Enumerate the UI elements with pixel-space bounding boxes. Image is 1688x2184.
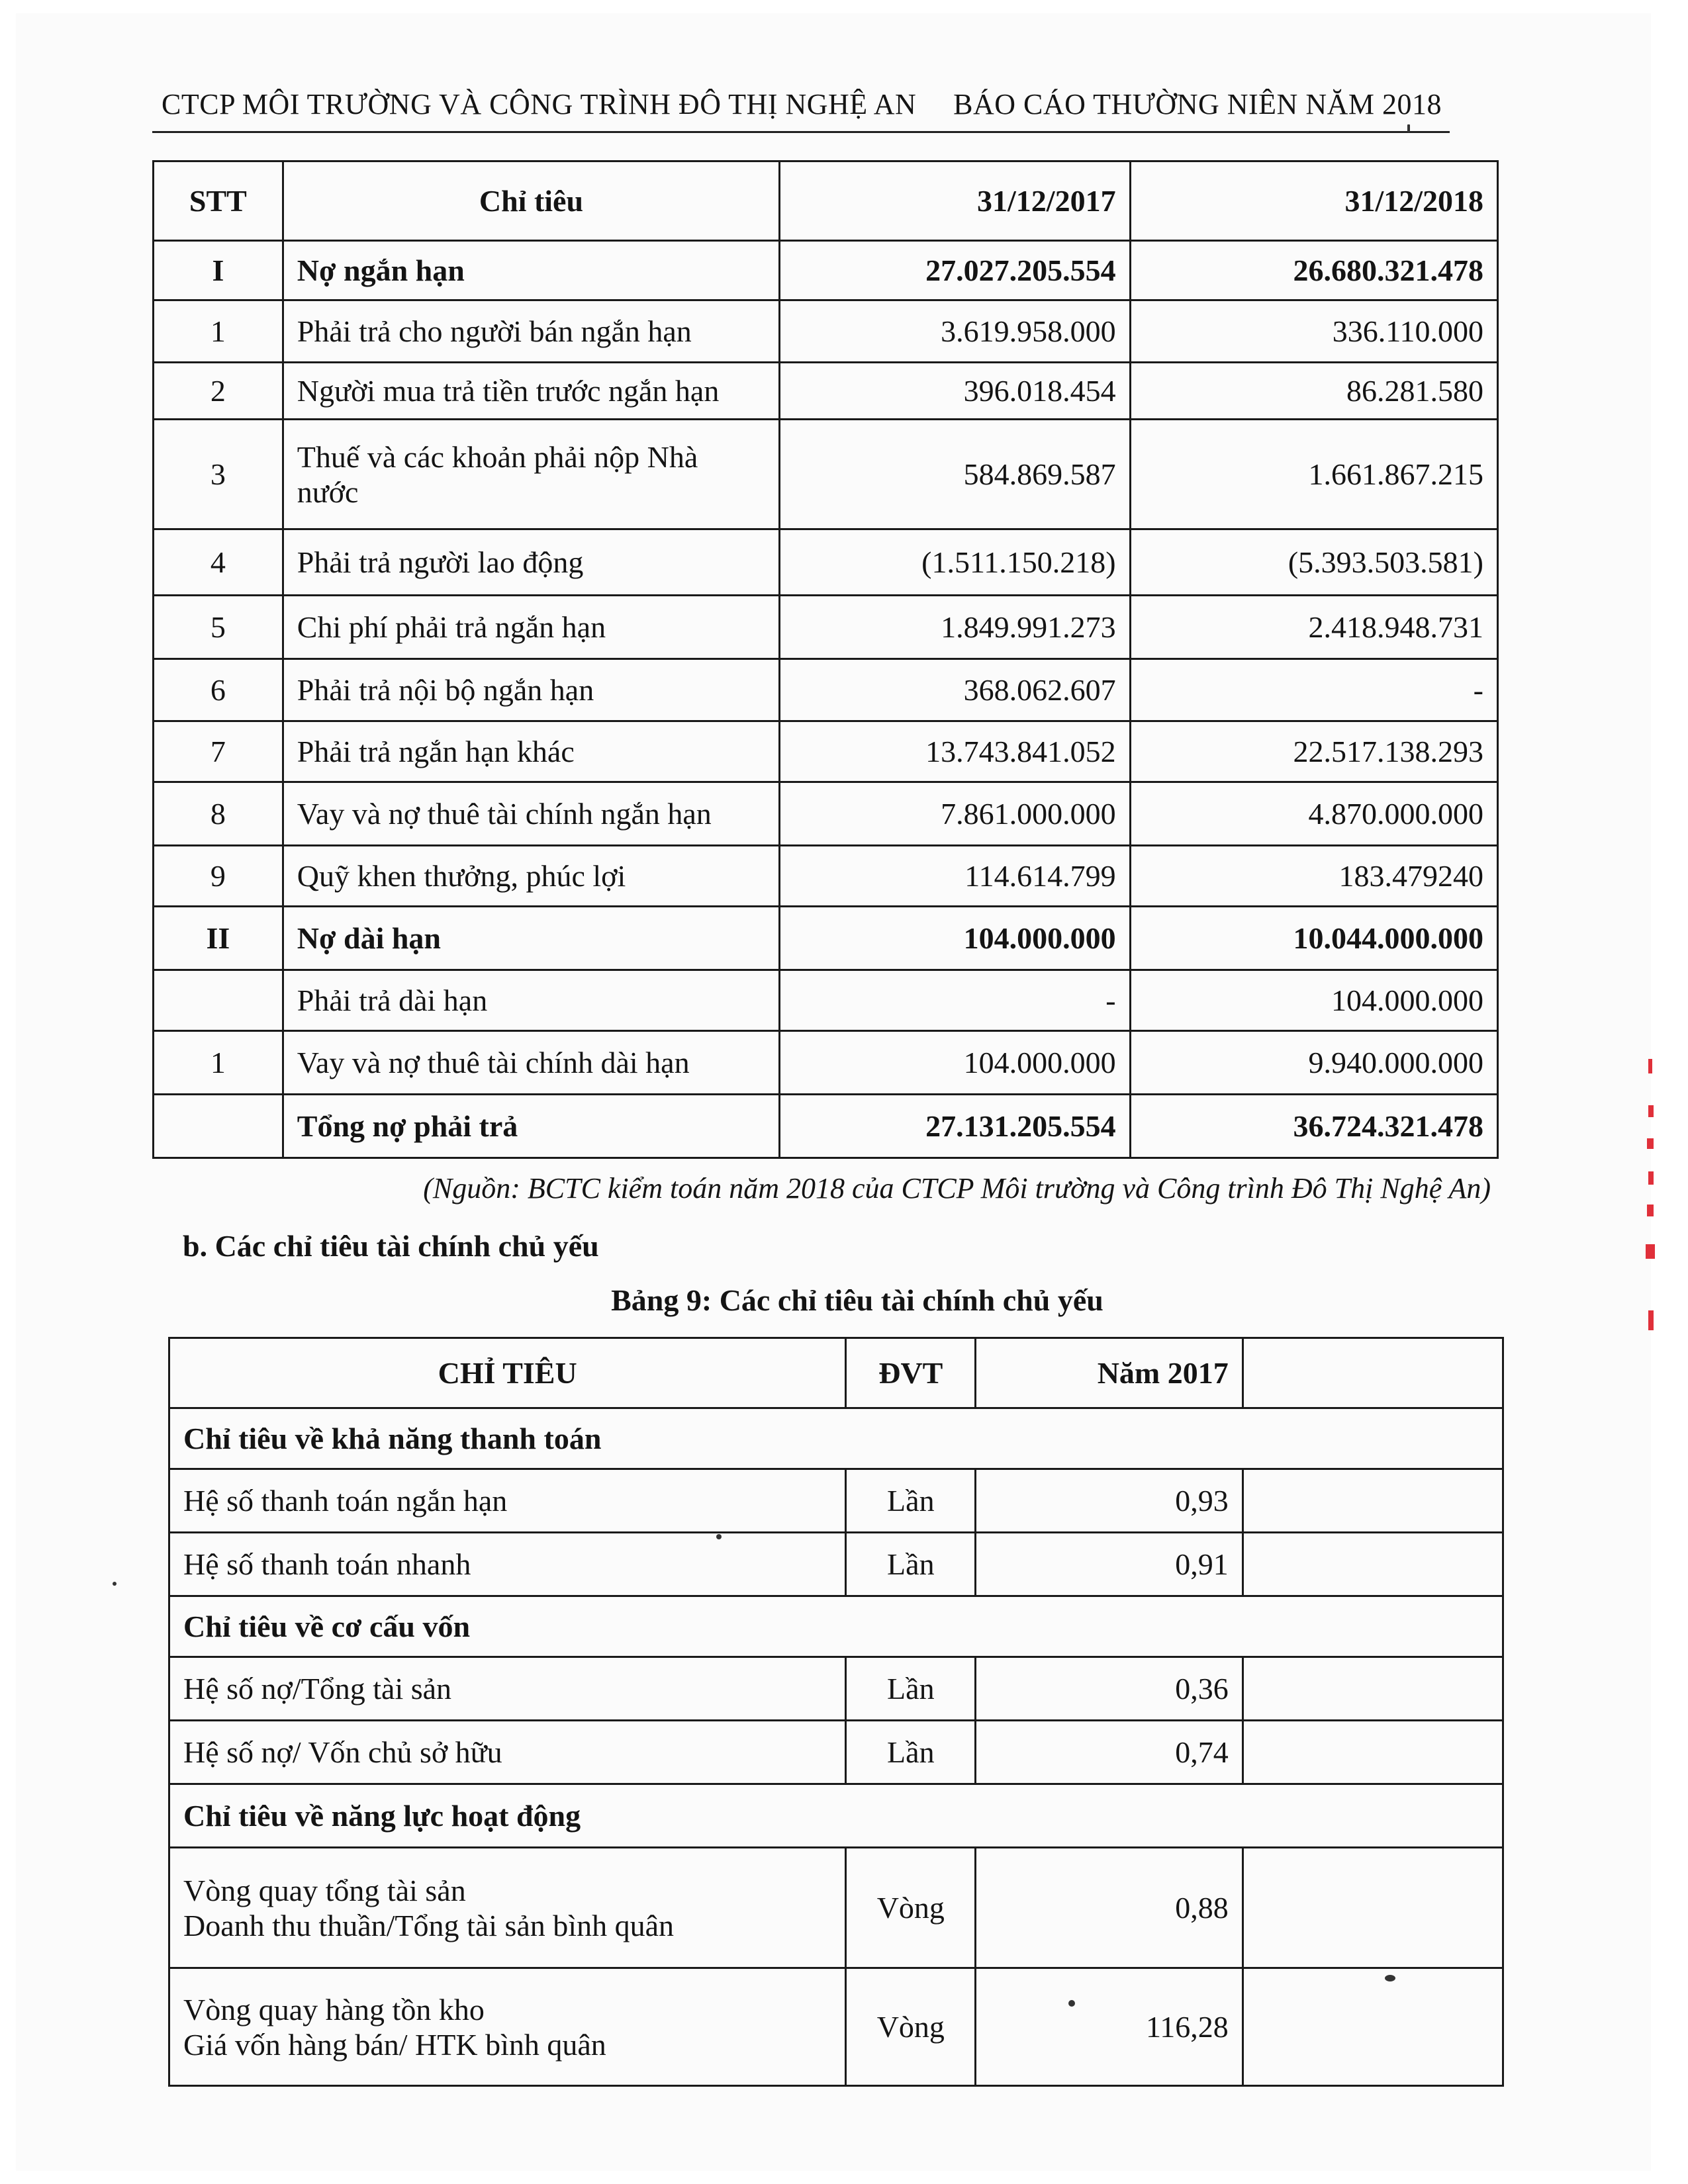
table-caption: Bảng 9: Các chỉ tiêu tài chính chủ yếu	[611, 1283, 1103, 1317]
red-stamp-mark	[1638, 1059, 1664, 1348]
table-row: Hệ số nợ/ Vốn chủ sở hữu Lần 0,74	[169, 1721, 1503, 1784]
table-row: Hệ số nợ/Tổng tài sản Lần 0,36	[169, 1657, 1503, 1721]
section-heading: b. Các chỉ tiêu tài chính chủ yếu	[183, 1229, 599, 1263]
table-row: Vòng quay hàng tồn kho Giá vốn hàng bán/ HTK bình quân Vòng 116,28	[169, 1968, 1503, 2086]
table-row: Phải trả dài hạn - 104.000.000	[154, 970, 1498, 1031]
header-year-2	[1243, 1338, 1503, 1408]
financial-indicators-table	[168, 1337, 1504, 2087]
table-row: 2 Người mua trả tiền trước ngắn hạn 396.018.454 86.281.580	[154, 363, 1498, 420]
red-stamp-icon	[1644, 1059, 1658, 1337]
company-header: CTCP MÔI TRƯỜNG VÀ CÔNG TRÌNH ĐÔ THỊ NGHỆ AN	[162, 88, 917, 120]
header-rule	[152, 131, 1450, 133]
table-row: 8 Vay và nợ thuê tài chính ngắn hạn 7.861.000.000 4.870.000.000	[154, 782, 1498, 846]
scan-speck	[1407, 124, 1410, 132]
table-row: Vòng quay tổng tài sản Doanh thu thuần/Tổng tài sản bình quân Vòng 0,88	[169, 1848, 1503, 1968]
header-2017: 31/12/2017	[780, 161, 1130, 241]
header-2018: 31/12/2018	[1130, 161, 1497, 241]
report-header: BÁO CÁO THƯỜNG NIÊN NĂM 2018	[953, 88, 1442, 120]
scan-speck	[1068, 2000, 1075, 2007]
table-row: II Nợ dài hạn 104.000.000 10.044.000.000	[154, 907, 1498, 970]
table-row: 1 Vay và nợ thuê tài chính dài hạn 104.000.000 9.940.000.000	[154, 1031, 1498, 1095]
table-header-row	[154, 161, 1498, 241]
scan-speck	[113, 1582, 117, 1586]
table-row: 9 Quỹ khen thưởng, phúc lợi 114.614.799 183.479240	[154, 846, 1498, 907]
table-row: 5 Chi phí phải trả ngắn hạn 1.849.991.273 2.418.948.731	[154, 596, 1498, 659]
table-row: 4 Phải trả người lao động (1.511.150.218) (5.393.503.581)	[154, 529, 1498, 596]
table-row: 6 Phải trả nội bộ ngắn hạn 368.062.607 -	[154, 659, 1498, 721]
scan-speck	[1385, 1975, 1395, 1981]
table-total-row: Tổng nợ phải trả 27.131.205.554 36.724.321.478	[154, 1095, 1498, 1158]
table-row: Hệ số thanh toán nhanh Lần 0,91	[169, 1533, 1503, 1596]
header-item: CHỈ TIÊU	[169, 1338, 846, 1408]
table-row: 7 Phải trả ngắn hạn khác 13.743.841.052 22.517.138.293	[154, 721, 1498, 782]
table-row: 1 Phải trả cho người bán ngắn hạn 3.619.958.000 336.110.000	[154, 300, 1498, 363]
scan-speck	[716, 1534, 722, 1539]
table-row: I Nợ ngắn hạn 27.027.205.554 26.680.321.478	[154, 241, 1498, 300]
group-row: Chỉ tiêu về năng lực hoạt động	[169, 1784, 1503, 1848]
header-year: Năm 2017	[976, 1338, 1243, 1408]
header-item: Chỉ tiêu	[283, 161, 779, 241]
table-header-row	[169, 1338, 1503, 1408]
group-row: Chỉ tiêu về khả năng thanh toán	[169, 1408, 1503, 1469]
table-row: 3 Thuế và các khoản phải nộp Nhà nước 584.869.587 1.661.867.215	[154, 420, 1498, 529]
group-row: Chỉ tiêu về cơ cấu vốn	[169, 1596, 1503, 1657]
table-row: Hệ số thanh toán ngắn hạn Lần 0,93	[169, 1469, 1503, 1533]
header-unit: ĐVT	[846, 1338, 976, 1408]
liabilities-table	[152, 160, 1499, 1159]
header-stt: STT	[154, 161, 283, 241]
table-source-note: (Nguồn: BCTC kiểm toán năm 2018 của CTCP Môi trường và Công trình Đô Thị Nghệ An)	[423, 1172, 1491, 1205]
